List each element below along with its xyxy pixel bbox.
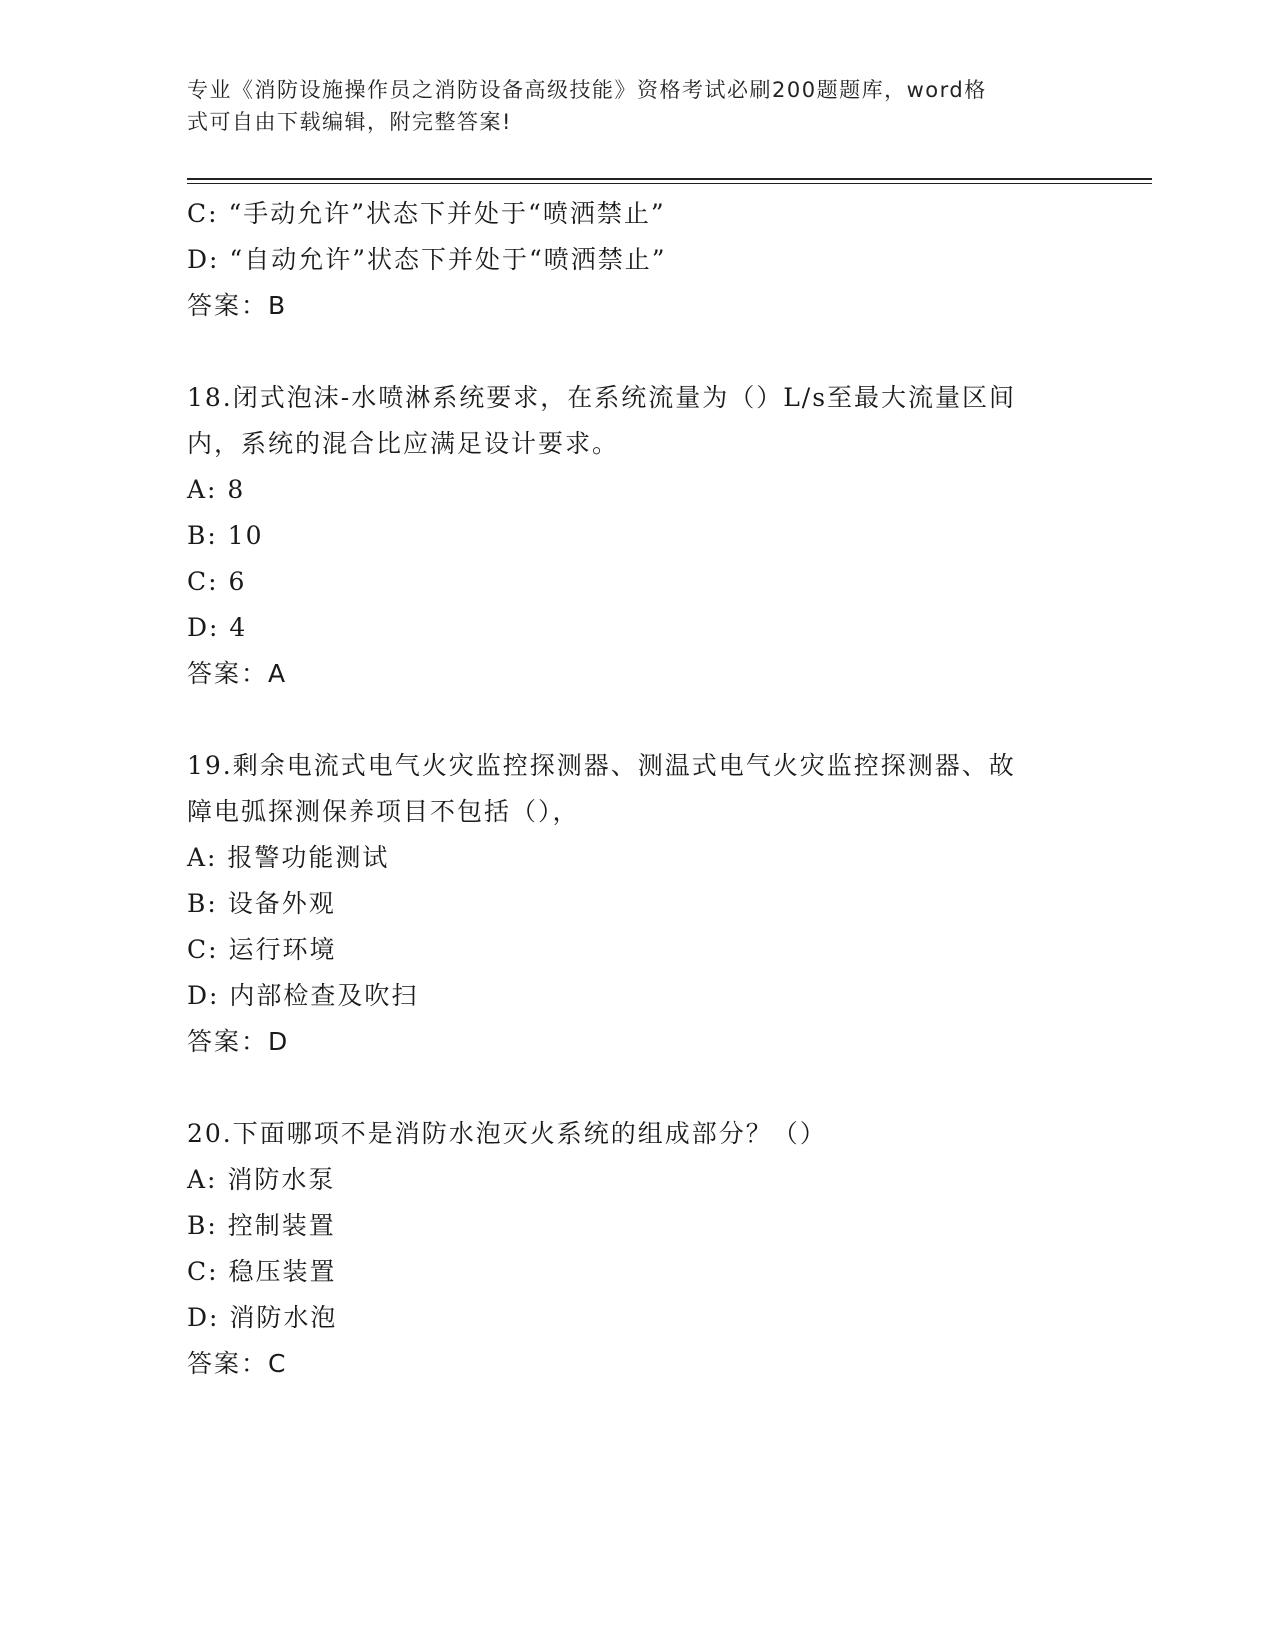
option-a: A: 报警功能测试 [187, 843, 390, 872]
answer-label: 答案：B [187, 291, 288, 320]
question-19 [187, 743, 1087, 1065]
header-line-2: 式可自由下载编辑，附完整答案! [187, 110, 512, 134]
option-a: A: 消防水泵 [187, 1165, 336, 1194]
question-stem-continued: 内，系统的混合比应满足设计要求。 [187, 429, 620, 458]
option-d: D: 4 [187, 613, 248, 642]
header-divider-thin [187, 183, 1152, 184]
header-line-1: 专业《消防设施操作员之消防设备高级技能》资格考试必刷200题题库，word格 [187, 78, 987, 102]
header-divider-thick [187, 178, 1152, 180]
answer-label: 答案：D [187, 1027, 290, 1056]
option-b: B: 10 [187, 521, 264, 550]
option-b: B: 设备外观 [187, 889, 336, 918]
spacer [187, 1065, 1087, 1111]
spacer [187, 697, 1087, 743]
question-20 [187, 1111, 1087, 1387]
question-stem: 18.闭式泡沫-水喷淋系统要求，在系统流量为（）L/s至最大流量区间 [187, 383, 1017, 412]
spacer [187, 329, 1087, 375]
answer-label: 答案：A [187, 659, 288, 688]
question-18 [187, 375, 1087, 697]
question-17-tail [187, 191, 1087, 329]
question-stem: 20.下面哪项不是消防水泡灭火系统的组成部分？（） [187, 1119, 827, 1148]
option-d: D: “自动允许”状态下并处于“喷洒禁止” [187, 245, 667, 274]
document-header [187, 74, 1087, 138]
option-d: D: 消防水泡 [187, 1303, 338, 1332]
option-c: C: 稳压装置 [187, 1257, 337, 1286]
question-stem-continued: 障电弧探测保养项目不包括（）， [187, 797, 580, 826]
option-c: C: “手动允许”状态下并处于“喷洒禁止” [187, 199, 666, 228]
option-c: C: 运行环境 [187, 935, 337, 964]
answer-label: 答案：C [187, 1349, 288, 1378]
option-b: B: 控制装置 [187, 1211, 336, 1240]
question-stem: 19.剩余电流式电气火灾监控探测器、测温式电气火灾监控探测器、故 [187, 751, 1016, 780]
option-c: C: 6 [187, 567, 247, 596]
option-d: D: 内部检查及吹扫 [187, 981, 419, 1010]
option-a: A: 8 [187, 475, 246, 504]
question-list [187, 191, 1087, 1387]
